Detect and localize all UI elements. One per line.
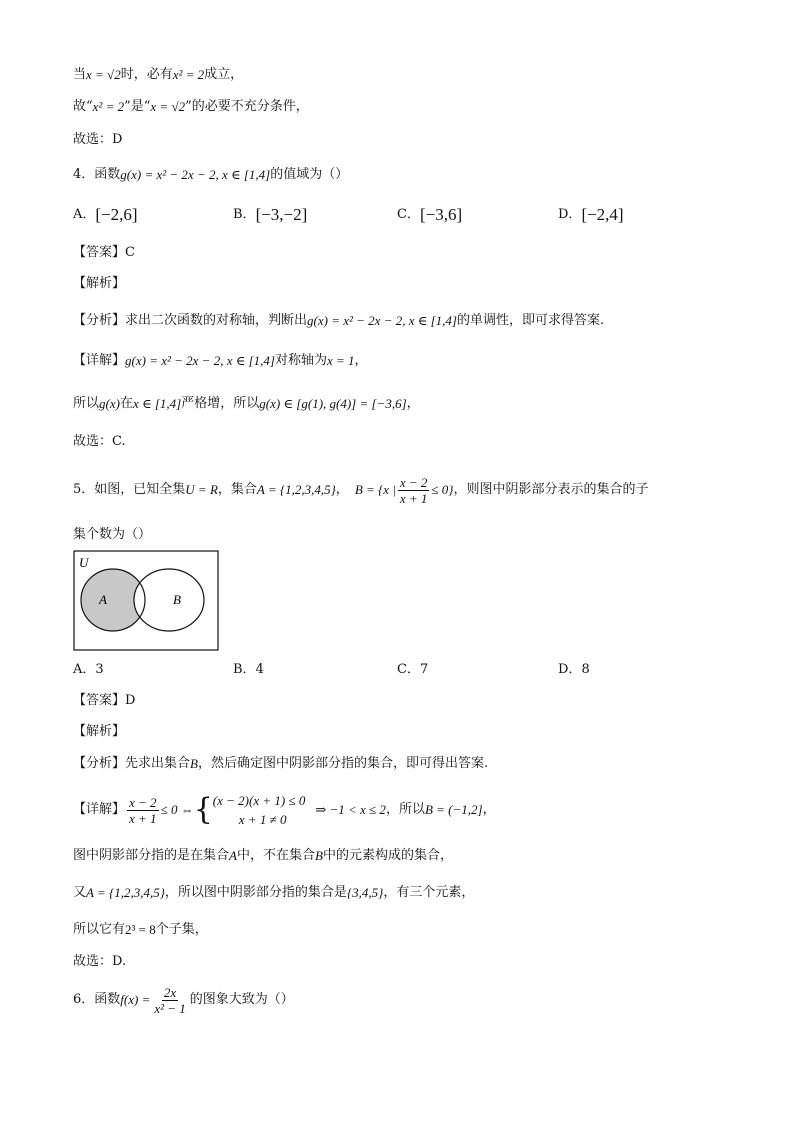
- numerator: x − 2: [129, 794, 157, 810]
- math: B: [314, 848, 323, 863]
- text: 严格增，所以: [181, 396, 260, 411]
- text: ，: [354, 353, 368, 368]
- option-value: 8: [581, 662, 590, 677]
- q5-analysis-tag: [73, 723, 125, 741]
- q5-answer: [73, 692, 135, 710]
- text: ，集合: [217, 482, 257, 497]
- text: 故选：C.: [73, 434, 126, 449]
- math: B = {x |: [354, 482, 396, 497]
- text: 所以它有: [73, 922, 126, 937]
- fenxi-tag: 【分析】: [73, 313, 126, 328]
- math: g(x) ∈ [g(1), g(4)] = [−3,6]: [259, 396, 407, 411]
- option-label: A．: [73, 662, 96, 677]
- text: 的图象大致为（）: [189, 992, 294, 1007]
- text: 先求出集合: [125, 756, 191, 771]
- text: ，: [335, 482, 349, 497]
- text: 求出二次函数的对称轴，判断出: [125, 313, 308, 328]
- text: 图中阴影部分指的是在集合: [73, 848, 230, 863]
- label-a: A: [99, 592, 107, 607]
- text: 6．函数: [73, 992, 121, 1007]
- fenxi-tag: 【分析】: [73, 756, 126, 771]
- q4-choose: [73, 433, 126, 451]
- math: A = {1,2,3,4,5}: [256, 482, 336, 497]
- answer-value: C: [125, 245, 135, 260]
- q5-stem: [73, 472, 648, 508]
- math: g(x) = x² − 2x − 2, x ∈ [1,4]: [307, 313, 457, 328]
- system-row: (x − 2)(x + 1) ≤ 0: [212, 793, 306, 808]
- q4-answer: [73, 244, 135, 262]
- text: 个子集，: [155, 922, 208, 937]
- q4-fenxi: [73, 312, 604, 330]
- q4-analysis-tag: [73, 275, 125, 293]
- analysis-tag: 【解析】: [73, 276, 126, 291]
- option-label: D．: [558, 207, 582, 222]
- math: x = √2: [86, 67, 121, 82]
- text: 故“: [73, 99, 93, 114]
- math: A: [229, 848, 237, 863]
- prev-line-2: [73, 98, 309, 116]
- q5-fenxi: [73, 755, 488, 773]
- denominator: x² − 1: [154, 1000, 186, 1016]
- math: g(x) = x² − 2x − 2, x ∈ [1,4]: [120, 167, 271, 182]
- text: 对称轴为: [274, 353, 327, 368]
- label-u: U: [79, 555, 89, 570]
- q5-stem-2: [73, 526, 151, 544]
- q5-xiangjie: [73, 789, 496, 831]
- option-label: C．: [397, 662, 420, 677]
- fraction: [152, 985, 187, 1016]
- system-row: x + 1 ≠ 0: [238, 812, 287, 827]
- math: {3,4,5}: [346, 885, 384, 900]
- text: 4．函数: [73, 167, 121, 182]
- text: ，所以: [385, 802, 425, 817]
- prev-answer-line: [73, 131, 122, 149]
- text: 故选：D: [73, 132, 123, 147]
- analysis-tag: 【解析】: [73, 724, 126, 739]
- text: 集个数为（）: [73, 527, 152, 542]
- fraction: [398, 475, 430, 506]
- math: x² = 2: [92, 99, 125, 114]
- option-label: B．: [233, 662, 256, 677]
- text: 的单调性，即可求得答案.: [456, 313, 605, 328]
- option-value: 3: [95, 662, 104, 677]
- text: 又: [73, 885, 87, 900]
- option-value: [−2,4]: [581, 205, 624, 224]
- text: 时，必有: [120, 67, 173, 82]
- venn-diagram: [73, 550, 219, 652]
- text: 的值域为（）: [270, 167, 349, 182]
- fraction: [127, 795, 159, 826]
- xiangjie-tag: 【详解】: [73, 353, 126, 368]
- math: ≤ 0 ⇔: [160, 802, 194, 817]
- numerator: 2x: [163, 984, 177, 1000]
- q5-option-c: [397, 661, 428, 679]
- option-value: [−2,6]: [95, 205, 138, 224]
- q5-step-2: [73, 847, 453, 865]
- math: x² = 2: [172, 67, 205, 82]
- prev-line-1: [73, 66, 243, 84]
- label-b: B: [173, 592, 181, 607]
- option-label: B．: [233, 207, 256, 222]
- q4-xiangjie: [73, 352, 368, 370]
- q4-option-d: [558, 206, 624, 224]
- option-value: [−3,6]: [419, 205, 463, 224]
- text: ”的必要不充分条件，: [185, 99, 309, 114]
- text: ，: [406, 396, 420, 411]
- text: 5．如图，已知全集: [73, 482, 186, 497]
- q5-option-b: [233, 661, 264, 679]
- option-value: [−3,−2]: [255, 205, 308, 224]
- q4-step-2: [73, 395, 420, 413]
- text: ，: [482, 802, 496, 817]
- option-label: A．: [73, 207, 96, 222]
- option-value: 4: [255, 662, 264, 677]
- math: A = {1,2,3,4,5}: [86, 885, 165, 900]
- text: ，有三个元素，: [383, 885, 475, 900]
- text: 中的元素构成的集合，: [322, 848, 453, 863]
- text: 故选：D.: [73, 954, 127, 969]
- q5-option-d: [558, 661, 590, 679]
- answer-tag: 【答案】: [73, 245, 126, 260]
- denominator: x + 1: [399, 490, 428, 506]
- left-brace: {: [193, 792, 213, 827]
- q6-stem: [73, 980, 294, 1020]
- answer-tag: 【答案】: [73, 693, 126, 708]
- q5-step-4: [73, 921, 208, 939]
- option-value: 7: [419, 662, 429, 677]
- text: 当: [73, 67, 87, 82]
- text: 成立，: [204, 67, 244, 82]
- q5-choose: [73, 953, 126, 971]
- text: ，所以图中阴影部分指的集合是: [164, 885, 347, 900]
- text: 在: [119, 396, 133, 411]
- math: f(x) =: [120, 992, 151, 1007]
- math: g(x): [99, 396, 120, 411]
- denominator: x + 1: [129, 810, 157, 826]
- q4-option-a: [73, 206, 138, 224]
- q5-option-a: [73, 661, 104, 679]
- math: x = 1: [326, 353, 355, 368]
- math: g(x) = x² − 2x − 2, x ∈ [1,4]: [125, 353, 275, 368]
- option-label: C．: [397, 207, 420, 222]
- answer-value: D: [125, 693, 136, 708]
- xiangjie-tag: 【详解】: [73, 802, 126, 817]
- text: ，然后确定图中阴影部分指的集合，即可得出答案.: [197, 756, 489, 771]
- math: ≤ 0}: [431, 482, 454, 497]
- q5-step-3: [73, 884, 474, 902]
- q4-option-c: [397, 206, 462, 224]
- math: B: [190, 756, 198, 771]
- option-label: D．: [558, 662, 582, 677]
- math: x ∈ [1,4]: [132, 396, 182, 411]
- numerator: x − 2: [399, 474, 428, 490]
- math: ⇒ −1 < x ≤ 2: [315, 802, 386, 817]
- q4-option-b: [233, 206, 307, 224]
- math: 2³ = 8: [125, 922, 156, 937]
- math: B = (−1,2]: [424, 802, 483, 817]
- inequality-system: [213, 791, 306, 829]
- text: ，则图中阴影部分表示的集合的子: [453, 482, 649, 497]
- q4-stem: [73, 166, 348, 184]
- math: x = √2: [150, 99, 186, 114]
- text: 所以: [73, 396, 100, 411]
- text: ”是“: [124, 99, 151, 114]
- text: 中，不在集合: [236, 848, 315, 863]
- math: U = R: [185, 482, 218, 497]
